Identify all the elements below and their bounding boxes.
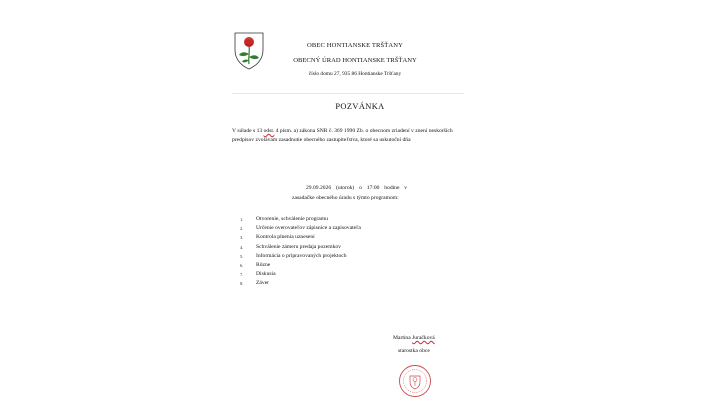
municipal-crest-rose-icon <box>232 30 266 70</box>
signatory-role: starostka obce <box>398 348 430 354</box>
agenda-item-text: Určenie overovateľov zápisnice a zapisovateľa <box>256 225 361 232</box>
official-stamp-icon <box>398 364 432 398</box>
office-name: OBECNÝ ÚRAD HONTIANSKE TRŠŤANY <box>293 57 417 64</box>
header-divider <box>232 93 464 94</box>
agenda-item-text: Otvorenie, schválenie programu <box>256 216 328 222</box>
agenda-item-number: 6. <box>240 262 244 268</box>
agenda-item-number: 1. <box>240 217 244 222</box>
document-title: POZVÁNKA <box>335 102 385 111</box>
signatory-last-name: Juračková <box>412 335 435 341</box>
intro-underlined-word: odst. <box>263 128 275 134</box>
intro-text-part1: V súlade s 13 <box>232 128 264 134</box>
office-address: číslo domu 27, 935 86 Hontianske Tršťany <box>308 71 402 77</box>
agenda-item-number: 8. <box>240 281 244 287</box>
agenda-item-number: 3. <box>240 235 244 241</box>
agenda-item-text: Kontrola plnenia uznesení <box>256 234 315 241</box>
intro-paragraph <box>232 127 462 145</box>
agenda-item-text: Informácia o pripravovaných projektoch <box>256 252 347 259</box>
agenda-item-text: Záver <box>256 280 270 287</box>
municipality-name: OBEC HONTIANSKE TRŠŤANY <box>307 42 403 49</box>
intro-text-part2: 4 písm. a) zákona SNR č. 369 1990 Zb. o obecnom zriadení v znení neskorších predpisov zvolávam zasadnutie obecného zastupiteľstva, ktoré sa uskutoční dňa <box>232 128 453 143</box>
agenda-item-text: Rôzne <box>256 261 271 268</box>
agenda-item-text: Schválenie zámeru predaja pozemkov <box>256 243 341 250</box>
agenda-item-number: 7. <box>240 272 244 278</box>
meeting-datetime: 29.09.2026 (utorok) o 17:00 hodine v <box>306 185 408 191</box>
agenda-item-number: 4. <box>240 244 244 250</box>
agenda-item-text: Diskusia <box>256 271 276 278</box>
meeting-place: zasadačke obecného úradu s týmto programom: <box>292 195 399 201</box>
agenda-item-number: 2. <box>240 226 244 232</box>
agenda-item-number: 5. <box>240 253 244 259</box>
signatory-first-name: Martina <box>393 335 413 341</box>
signatory-name <box>393 335 435 341</box>
